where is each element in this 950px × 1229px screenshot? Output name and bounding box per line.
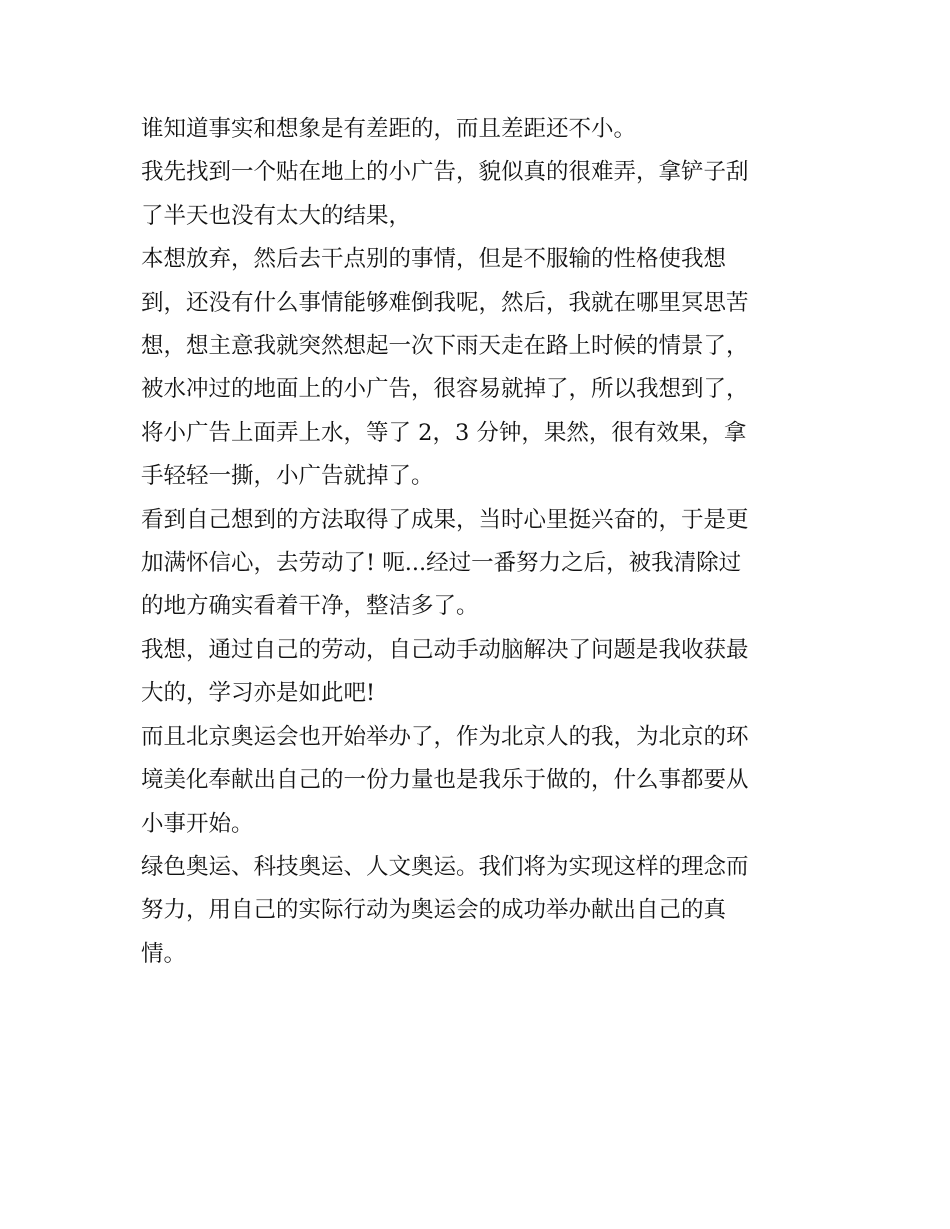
text-line: 大的，学习亦是如此吧!: [141, 680, 376, 707]
text-line: 我想，通过自己的劳动，自己动手动脑解决了问题是我收获最: [141, 636, 749, 663]
document-body: [141, 108, 816, 976]
text-line: 手轻轻一撕，小广告就掉了。: [141, 463, 434, 490]
text-line: 到，还没有什么事情能够难倒我呢，然后，我就在哪里冥思苦: [141, 289, 749, 316]
text-line: 看到自己想到的方法取得了成果，当时心里挺兴奋的，于是更: [141, 506, 749, 533]
text-line: 小事开始。: [141, 810, 254, 837]
text-line: 境美化奉献出自己的一份力量也是我乐于做的，什么事都要从: [141, 767, 749, 794]
text-line: 的地方确实看着干净，整洁多了。: [141, 593, 479, 620]
text-line: 谁知道事实和想象是有差距的，而且差距还不小。: [141, 116, 637, 142]
text-line: 努力，用自己的实际行动为奥运会的成功举办献出自己的真: [141, 897, 727, 924]
text-line: 我先找到一个贴在地上的小广告，貌似真的很难弄，拿铲子刮: [141, 159, 749, 186]
text-line: 将小广告上面弄上水，等了 2，3 分钟，果然，很有效果，拿: [141, 419, 747, 446]
text-line: 绿色奥运、科技奥运、人文奥运。我们将为实现这样的理念而: [141, 853, 749, 880]
text-line: 想，想主意我就突然想起一次下雨天走在路上时候的情景了，: [141, 333, 749, 360]
text-line: 本想放弃，然后去干点别的事情，但是不服输的性格使我想: [141, 246, 727, 273]
text-line: 加满怀信心，去劳动了! 呃...经过一番努力之后，被我清除过: [141, 550, 742, 577]
text-line: 情。: [141, 940, 187, 967]
text-line: 而且北京奥运会也开始举办了，作为北京人的我，为北京的环: [141, 723, 749, 750]
text-line: 了半天也没有太大的结果，: [141, 202, 412, 229]
text-line: 被水冲过的地面上的小广告，很容易就掉了，所以我想到了，: [141, 376, 749, 403]
